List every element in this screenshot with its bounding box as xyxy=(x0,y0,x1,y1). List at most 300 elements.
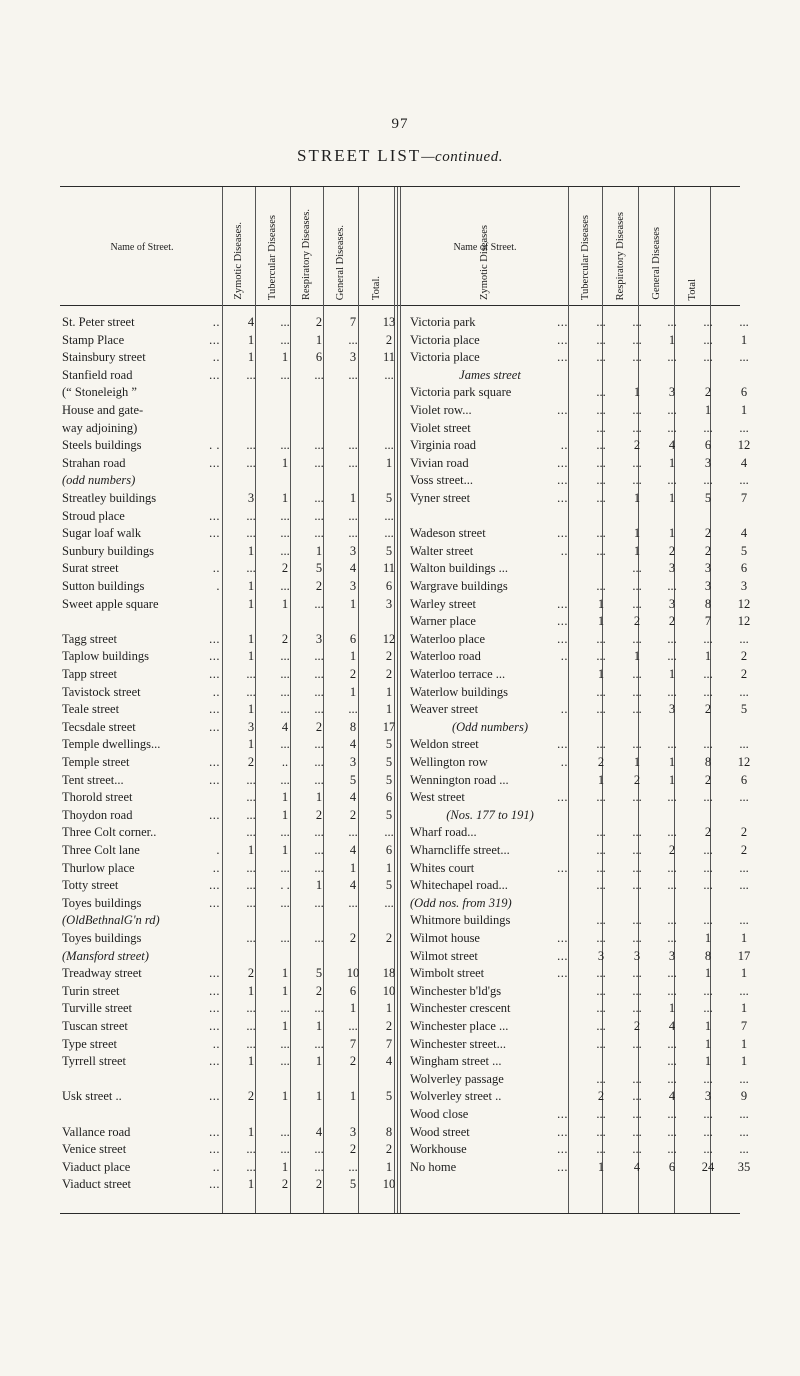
value-cell: ... xyxy=(596,438,606,453)
value-cell: ... xyxy=(596,1001,606,1016)
value-cell: 12 xyxy=(737,596,751,611)
value-cell: ... xyxy=(667,631,677,646)
value-cell: 2 xyxy=(633,438,641,453)
street-name xyxy=(410,543,570,560)
street-name xyxy=(410,613,570,630)
value-cell: ... xyxy=(739,420,749,435)
value-cell: ... xyxy=(384,438,394,453)
value-cell: ... xyxy=(348,702,358,717)
value-cell: ... xyxy=(739,350,749,365)
value-cell: 9 xyxy=(740,1089,748,1104)
value-cell: 1 xyxy=(740,332,748,347)
header-tubercular xyxy=(255,192,290,300)
value-cell: ... xyxy=(596,1124,606,1139)
value-cell: 11 xyxy=(382,350,396,365)
value-cell: 1 xyxy=(668,526,676,541)
header-label: Zymotic Diseases. xyxy=(233,222,244,300)
value-cell: ... xyxy=(703,1071,713,1086)
value-cell: ... xyxy=(280,737,290,752)
street-name-label: Sutton buildings xyxy=(62,579,145,593)
street-name-label: Stamp Place xyxy=(62,332,125,347)
value-cell: 1 xyxy=(668,1001,676,1016)
street-name xyxy=(410,807,570,824)
value-cell: 1 xyxy=(247,983,255,998)
street-name-label: Viaduct street xyxy=(62,1177,132,1192)
street-name-label: Thurlow place xyxy=(62,860,135,875)
value-cell: ... xyxy=(667,737,677,752)
street-name-label: Victoria place xyxy=(410,350,480,365)
table-row xyxy=(0,402,800,419)
value-cell: ... xyxy=(280,684,290,699)
leader-dots: .. xyxy=(212,860,220,875)
street-name-label: Voss street... xyxy=(410,473,473,488)
value-cell: 1 xyxy=(385,684,393,699)
street-name xyxy=(410,367,570,384)
value-cell: 2 xyxy=(385,1142,393,1157)
value-cell: ... xyxy=(667,315,677,329)
value-cell: ... xyxy=(348,455,358,470)
value-cell: ... xyxy=(667,1107,677,1121)
value-cell: 2 xyxy=(385,649,393,664)
value-cell: ... xyxy=(739,1071,749,1086)
value-cell: 2 xyxy=(247,1089,255,1104)
value-cell: 1 xyxy=(633,526,641,541)
street-name xyxy=(410,824,570,841)
street-name xyxy=(410,860,570,877)
header-tubercular xyxy=(568,192,602,300)
value-cell: 3 xyxy=(740,579,748,593)
value-cell: ... xyxy=(314,1142,324,1157)
leader-dots: .. xyxy=(560,649,568,664)
leader-dots: ... xyxy=(209,702,220,717)
value-cell: 1 xyxy=(668,772,676,787)
value-cell: .. xyxy=(281,755,289,769)
value-cell: ... xyxy=(667,420,677,435)
street-name-label: Wingham street ... xyxy=(410,1054,502,1069)
leader-dots: .. xyxy=(212,1159,220,1174)
table-row xyxy=(0,1053,800,1070)
leader-dots: ... xyxy=(209,367,220,382)
street-name-label: way adjoining) xyxy=(62,420,138,435)
value-cell: 6 xyxy=(740,772,748,787)
street-name xyxy=(410,930,570,947)
table-row xyxy=(0,1088,800,1105)
street-name-label: Waterloo terrace ... xyxy=(410,667,506,681)
value-cell: ... xyxy=(667,983,677,998)
value-cell: ... xyxy=(739,913,749,928)
value-cell: 1 xyxy=(349,860,357,875)
value-cell: 1 xyxy=(281,790,289,805)
street-name xyxy=(410,1088,570,1105)
header-name-of-street: Name of Street. xyxy=(110,242,174,253)
value-cell: ... xyxy=(632,455,642,470)
value-cell: 18 xyxy=(382,966,396,981)
leader-dots: ... xyxy=(557,966,568,981)
header-label: General Diseases xyxy=(650,227,662,300)
value-cell: ... xyxy=(632,473,642,488)
value-cell: 11 xyxy=(382,561,396,576)
value-cell: ... xyxy=(739,983,749,998)
table-row xyxy=(0,1036,800,1053)
value-cell: ... xyxy=(596,473,606,488)
value-cell: ... xyxy=(348,438,358,453)
value-cell: ... xyxy=(596,878,606,893)
value-cell: ... xyxy=(246,860,256,875)
value-cell: 2 xyxy=(281,561,289,576)
value-cell: ... xyxy=(280,1001,290,1016)
value-cell: ... xyxy=(280,702,290,717)
table-row xyxy=(0,736,800,753)
value-cell: 5 xyxy=(385,543,393,558)
street-name-label: Sunbury buildings xyxy=(62,543,155,558)
table-row xyxy=(0,455,800,472)
value-cell: 1 xyxy=(315,790,323,805)
value-cell: 1 xyxy=(385,455,393,470)
value-cell: ... xyxy=(384,825,394,840)
value-cell: ... xyxy=(314,1036,324,1051)
street-name-label: Whitechapel road... xyxy=(410,878,508,893)
header-general xyxy=(638,192,674,300)
value-cell: ... xyxy=(667,966,677,981)
street-name-label: Wargrave buildings xyxy=(410,579,508,593)
value-cell: ... xyxy=(703,1142,713,1157)
street-name-label: Violet street xyxy=(410,420,471,435)
value-cell: ... xyxy=(703,631,713,646)
street-name-label: Whitmore buildings xyxy=(410,913,511,928)
leader-dots: ... xyxy=(209,631,220,646)
value-cell: 17 xyxy=(382,719,396,734)
value-cell: ... xyxy=(632,1124,642,1139)
leader-dots: ... xyxy=(209,807,220,822)
table-row xyxy=(0,719,800,736)
value-cell: ... xyxy=(348,1159,358,1174)
street-name-label: Wimbolt street xyxy=(410,966,485,981)
value-cell: 12 xyxy=(737,438,751,453)
value-cell: 1 xyxy=(247,737,255,752)
value-cell: ... xyxy=(667,790,677,805)
street-name-label: Tyrrell street xyxy=(62,1054,127,1069)
value-cell: 6 xyxy=(385,579,393,593)
value-cell: ... xyxy=(667,913,677,928)
table-row xyxy=(0,1141,800,1158)
value-cell: 1 xyxy=(281,966,289,981)
leader-dots: ... xyxy=(209,1089,220,1104)
street-name-label: Wennington road ... xyxy=(410,772,509,787)
value-cell: 1 xyxy=(315,1019,323,1033)
street-name xyxy=(410,789,570,806)
value-cell: 2 xyxy=(281,1177,289,1192)
leader-dots: .. xyxy=(560,543,568,558)
header-general xyxy=(323,192,358,300)
leader-dots: ... xyxy=(557,1142,568,1157)
value-cell: ... xyxy=(632,913,642,928)
table-row xyxy=(0,895,800,912)
value-cell: ... xyxy=(280,1054,290,1069)
value-cell: ... xyxy=(348,825,358,840)
value-cell: 2 xyxy=(281,631,289,646)
value-cell: 1 xyxy=(349,1089,357,1104)
leader-dots: ... xyxy=(209,332,220,347)
value-cell: 4 xyxy=(668,1019,676,1033)
street-name xyxy=(410,1000,570,1017)
value-cell: ... xyxy=(739,473,749,488)
street-name-label: Workhouse xyxy=(410,1142,467,1157)
value-cell: ... xyxy=(667,403,677,417)
table-row xyxy=(0,508,800,525)
table-row xyxy=(0,842,800,859)
value-cell: 10 xyxy=(382,983,396,998)
street-name xyxy=(410,983,570,1000)
value-cell: 4 xyxy=(349,843,357,857)
value-cell: ... xyxy=(314,702,324,717)
value-cell: ... xyxy=(314,843,324,857)
value-cell: ... xyxy=(632,1089,642,1104)
value-cell: 3 xyxy=(597,948,605,963)
table-row xyxy=(0,948,800,965)
value-cell: ... xyxy=(246,807,256,822)
value-cell: ... xyxy=(314,491,324,505)
value-cell: 1 xyxy=(704,1019,712,1033)
value-cell: 8 xyxy=(704,596,712,611)
value-cell: 5 xyxy=(315,966,323,981)
value-cell: . . xyxy=(280,878,290,893)
table-row xyxy=(0,648,800,665)
value-cell: 5 xyxy=(385,807,393,822)
header-label: Respiratory Diseases xyxy=(614,211,626,300)
value-cell: 2 xyxy=(597,1089,605,1104)
value-cell: 1 xyxy=(281,1089,289,1104)
value-cell: 1 xyxy=(597,772,605,787)
value-cell: ... xyxy=(280,332,290,347)
value-cell: ... xyxy=(632,1001,642,1016)
value-cell: ... xyxy=(703,315,713,329)
leader-dots: ... xyxy=(209,526,220,541)
street-name xyxy=(410,560,570,577)
value-cell: ... xyxy=(280,367,290,382)
value-cell: 3 xyxy=(704,455,712,470)
value-cell: 10 xyxy=(346,966,360,981)
value-cell: 2 xyxy=(385,931,393,945)
value-cell: ... xyxy=(246,1019,256,1033)
value-cell: ... xyxy=(246,1001,256,1016)
value-cell: 2 xyxy=(349,1054,357,1069)
value-cell: 1 xyxy=(740,403,748,417)
leader-dots: ... xyxy=(209,755,220,769)
leader-dots: ... xyxy=(209,455,220,470)
street-name-label: Stainsbury street xyxy=(62,350,146,365)
value-cell: 1 xyxy=(247,631,255,646)
value-cell: ... xyxy=(280,895,290,910)
leader-dots: ... xyxy=(209,1177,220,1192)
value-cell: 1 xyxy=(281,491,289,505)
value-cell: 1 xyxy=(315,1089,323,1104)
street-name xyxy=(410,1141,570,1158)
value-cell: ... xyxy=(314,367,324,382)
value-cell: 4 xyxy=(349,878,357,893)
value-cell: ... xyxy=(314,895,324,910)
value-cell: ... xyxy=(632,667,642,681)
value-cell: ... xyxy=(632,737,642,752)
value-cell: ... xyxy=(280,1124,290,1139)
value-cell: ... xyxy=(246,825,256,840)
value-cell: ... xyxy=(384,508,394,523)
table-row xyxy=(0,1018,800,1035)
value-cell: ... xyxy=(314,1001,324,1016)
value-cell: ... xyxy=(280,543,290,558)
street-name-label: Warley street xyxy=(410,596,476,611)
leader-dots: ... xyxy=(557,526,568,541)
value-cell: 24 xyxy=(701,1159,715,1174)
value-cell: ... xyxy=(246,508,256,523)
value-cell: 1 xyxy=(633,385,641,400)
value-cell: 8 xyxy=(349,719,357,734)
value-cell: 5 xyxy=(740,702,748,717)
value-cell: 1 xyxy=(247,1054,255,1069)
value-cell: ... xyxy=(314,438,324,453)
table-row xyxy=(0,930,800,947)
value-cell: 2 xyxy=(247,966,255,981)
value-cell: 7 xyxy=(385,1036,393,1051)
value-cell: ... xyxy=(703,737,713,752)
value-cell: ... xyxy=(596,737,606,752)
leader-dots: ... xyxy=(557,1124,568,1139)
value-cell: 4 xyxy=(740,455,748,470)
header-total xyxy=(358,192,394,300)
value-cell: 5 xyxy=(385,755,393,769)
value-cell: 3 xyxy=(633,948,641,963)
value-cell: 2 xyxy=(315,807,323,822)
value-cell: 1 xyxy=(247,1177,255,1192)
leader-dots: ... xyxy=(557,403,568,417)
street-name xyxy=(410,1071,570,1088)
value-cell: 4 xyxy=(315,1124,323,1139)
value-cell: 1 xyxy=(247,350,255,365)
street-name-label: Stanfield road xyxy=(62,367,133,382)
value-cell: ... xyxy=(314,1159,324,1174)
value-cell: ... xyxy=(703,790,713,805)
value-cell: 1 xyxy=(349,684,357,699)
value-cell: ... xyxy=(384,895,394,910)
leader-dots: ... xyxy=(209,895,220,910)
value-cell: ... xyxy=(632,332,642,347)
table-row xyxy=(0,420,800,437)
value-cell: 1 xyxy=(281,455,289,470)
leader-dots: . xyxy=(216,843,220,857)
value-cell: ... xyxy=(246,684,256,699)
table-row xyxy=(0,596,800,613)
street-name xyxy=(410,754,570,771)
header-label: Tubercular Diseases xyxy=(579,214,591,300)
table-row xyxy=(0,772,800,789)
street-name-label: Sugar loaf walk xyxy=(62,526,142,541)
value-cell: ... xyxy=(703,913,713,928)
value-cell: ... xyxy=(667,649,677,664)
value-cell: ... xyxy=(246,931,256,945)
street-name-label: (OldBethnalG'n rd) xyxy=(62,913,160,928)
value-cell: ... xyxy=(667,1124,677,1139)
value-cell: ... xyxy=(280,438,290,453)
value-cell: 3 xyxy=(668,561,676,576)
value-cell: 3 xyxy=(668,385,676,400)
leader-dots: ... xyxy=(209,772,220,787)
value-cell: 1 xyxy=(704,403,712,417)
leader-dots: ... xyxy=(209,649,220,664)
table-row xyxy=(0,543,800,560)
value-cell: ... xyxy=(280,667,290,681)
value-cell: ... xyxy=(596,420,606,435)
value-cell: 2 xyxy=(349,931,357,945)
value-cell: ... xyxy=(632,420,642,435)
street-name-label: Weaver street xyxy=(410,702,479,717)
value-cell: 3 xyxy=(315,631,323,646)
value-cell: ... xyxy=(632,983,642,998)
leader-dots: ... xyxy=(557,790,568,805)
value-cell: 6 xyxy=(704,438,712,453)
street-name-label: James street xyxy=(459,367,521,382)
value-cell: 1 xyxy=(668,755,676,769)
value-cell: ... xyxy=(632,1142,642,1157)
header-zymotic xyxy=(400,192,568,300)
value-cell: ... xyxy=(596,315,606,329)
value-cell: ... xyxy=(739,878,749,893)
street-name xyxy=(410,420,570,437)
street-name-label: (Mansford street) xyxy=(62,948,149,963)
value-cell: ... xyxy=(384,526,394,541)
value-cell: 6 xyxy=(385,790,393,805)
table-row xyxy=(0,1000,800,1017)
street-name-label: West street xyxy=(410,790,465,805)
value-cell: 5 xyxy=(385,491,393,505)
value-cell: 3 xyxy=(247,491,255,505)
leader-dots: ... xyxy=(209,1124,220,1139)
value-cell: 2 xyxy=(740,649,748,664)
value-cell: ... xyxy=(596,931,606,945)
value-cell: 3 xyxy=(385,596,393,611)
street-name xyxy=(410,525,570,542)
table-row xyxy=(0,314,800,331)
street-name-label: Winchester street... xyxy=(410,1036,506,1051)
value-cell: 12 xyxy=(737,755,751,769)
street-name-label: Tuscan street xyxy=(62,1019,128,1033)
street-name-label: Walter street xyxy=(410,543,474,558)
leader-dots: ... xyxy=(209,1019,220,1033)
street-name xyxy=(410,684,570,701)
table-row xyxy=(0,789,800,806)
table-row xyxy=(0,965,800,982)
value-cell: 1 xyxy=(315,332,323,347)
street-name xyxy=(410,736,570,753)
value-cell: ... xyxy=(314,596,324,611)
street-name-label: Teale street xyxy=(62,702,120,717)
title-suffix: —continued. xyxy=(421,149,503,165)
street-name-label: House and gate- xyxy=(62,403,144,417)
leader-dots: ... xyxy=(209,878,220,893)
leader-dots: .. xyxy=(560,438,568,453)
value-cell: 5 xyxy=(740,543,748,558)
value-cell: ... xyxy=(632,931,642,945)
value-cell: 4 xyxy=(349,790,357,805)
value-cell: ... xyxy=(667,473,677,488)
value-cell: 1 xyxy=(247,332,255,347)
value-cell: ... xyxy=(667,931,677,945)
leader-dots: ... xyxy=(557,737,568,752)
value-cell: 4 xyxy=(668,1089,676,1104)
street-name-label: Three Colt corner.. xyxy=(62,825,157,840)
value-cell: ... xyxy=(280,860,290,875)
leader-dots: ... xyxy=(209,983,220,998)
street-name xyxy=(410,384,570,401)
value-cell: ... xyxy=(739,631,749,646)
